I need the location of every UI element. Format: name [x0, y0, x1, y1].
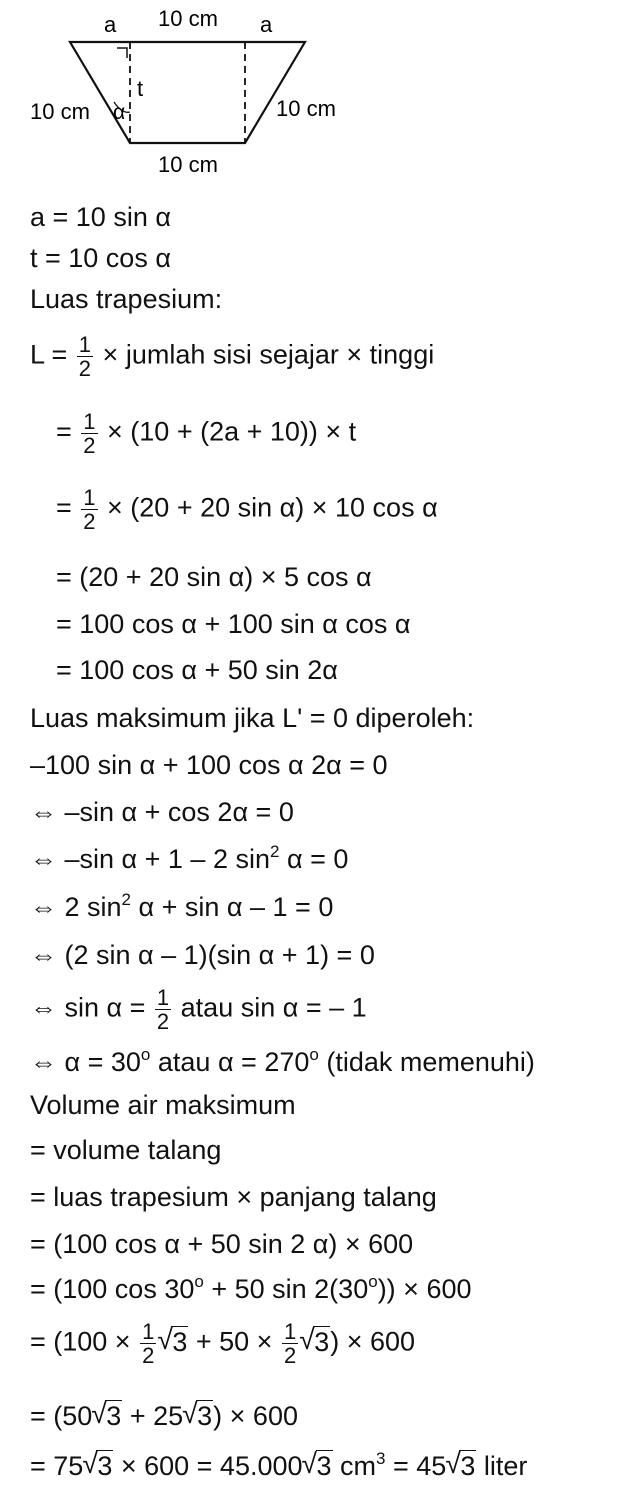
line-area-formula: L = $\frac{1}{2}$ × jumlah sisi sejajar × tinggi	[30, 332, 435, 382]
label-a-right: a	[260, 12, 273, 37]
trapezoid-diagram	[0, 0, 624, 185]
label-a-left: a	[104, 12, 117, 37]
sqrt-symbol: √ 3	[447, 1453, 476, 1480]
sqrt-symbol: √ 3	[184, 1403, 213, 1430]
fraction-half: $\frac{1}{2}$	[83, 409, 96, 459]
line-area-step2: = $\frac{1}{2}$ × (20 + 20 sin α) × 10 cos α	[56, 485, 438, 535]
sqrt-symbol: √ 3	[84, 1453, 113, 1480]
label-bottom-length: 10 cm	[158, 152, 218, 177]
line-eq4: ⇔ (2 sin α – 1)(sin α + 1) = 0	[30, 940, 375, 970]
label-right-side: 10 cm	[276, 96, 336, 121]
line-vol7: = 75√ 3 × 600 = 45.000√ 3 $cm^3 = 45√$ 3 liter	[30, 1453, 527, 1480]
line-luas-heading: Luas trapesium:	[30, 284, 223, 314]
line-area-step3: = (20 + 20 sin α) × 5 cos α	[56, 562, 372, 592]
fraction-half: $\frac{1}{2}$	[283, 1319, 297, 1369]
label-height: t	[137, 76, 144, 101]
sqrt-symbol: √ 3	[93, 1403, 122, 1430]
fraction-half: $\frac{1}{2}$	[78, 332, 92, 382]
line-area-step4: = 100 cos α + 100 sin α cos α	[56, 609, 411, 639]
sqrt-symbol: √ 3	[301, 1329, 330, 1356]
line-derivative: –100 sin α + 100 cos α 2α = 0	[30, 750, 388, 780]
line-max-heading: Luas maksimum jika L' = 0 diperoleh:	[30, 703, 475, 733]
line-eq3: ⇔ 2 $\sin^2 \alpha + \sin \alpha - 1 = 0$	[30, 890, 334, 922]
line-vol4: = (100 $\cos 30^o + 50$ $\sin 2(30^o)) \times 600$	[30, 1272, 472, 1304]
sqrt-symbol: √ 3	[304, 1453, 333, 1480]
line-t: t = 10 cos α	[30, 243, 171, 273]
line-a: a = 10 sin α	[30, 202, 171, 232]
line-vol1: = volume talang	[30, 1135, 222, 1165]
trapezoid-outline	[70, 42, 305, 143]
right-angle-mark	[117, 48, 127, 58]
line-vol3: = (100 cos α + 50 sin 2 α) × 600	[30, 1229, 414, 1259]
label-alpha: α	[113, 101, 126, 124]
label-left-side: 10 cm	[30, 99, 90, 124]
line-eq2: ⇔ –sin α + 1 – 2 $\sin^2 \alpha = 0$	[30, 842, 349, 874]
fraction-half: $\frac{1}{2}$	[156, 985, 170, 1035]
fraction-half: $\frac{1}{2}$	[142, 1319, 155, 1369]
line-vol6: = (50√ 3 + 25√ 3) × 600	[30, 1403, 298, 1430]
fraction-half: $\frac{1}{2}$	[83, 485, 96, 535]
sqrt-symbol: √ 3	[159, 1329, 188, 1356]
line-area-step1: = $\frac{1}{2}$ × (10 + (2a + 10)) × t	[56, 409, 357, 459]
label-top-length: 10 cm	[158, 6, 218, 31]
line-vol2: = luas trapesium × panjang talang	[30, 1182, 437, 1212]
line-eq6: ⇔ $\alpha = 30^o$ atau $\alpha = 270^o$ (tidak memenuhi)	[30, 1045, 535, 1077]
line-eq1: ⇔ –sin α + cos 2α = 0	[30, 797, 294, 827]
line-eq5: ⇔ sin α = $\frac{1}{2}$ atau sin α = – 1	[30, 985, 367, 1035]
line-area-step5: = 100 cos α + 50 sin 2α	[56, 655, 338, 685]
line-volume-heading: Volume air maksimum	[30, 1090, 296, 1120]
line-vol5: = (100 × $\frac{1}{2}$ √ 3 + 50 × $\frac{1}{2}$ √ 3) × 600	[30, 1320, 415, 1367]
